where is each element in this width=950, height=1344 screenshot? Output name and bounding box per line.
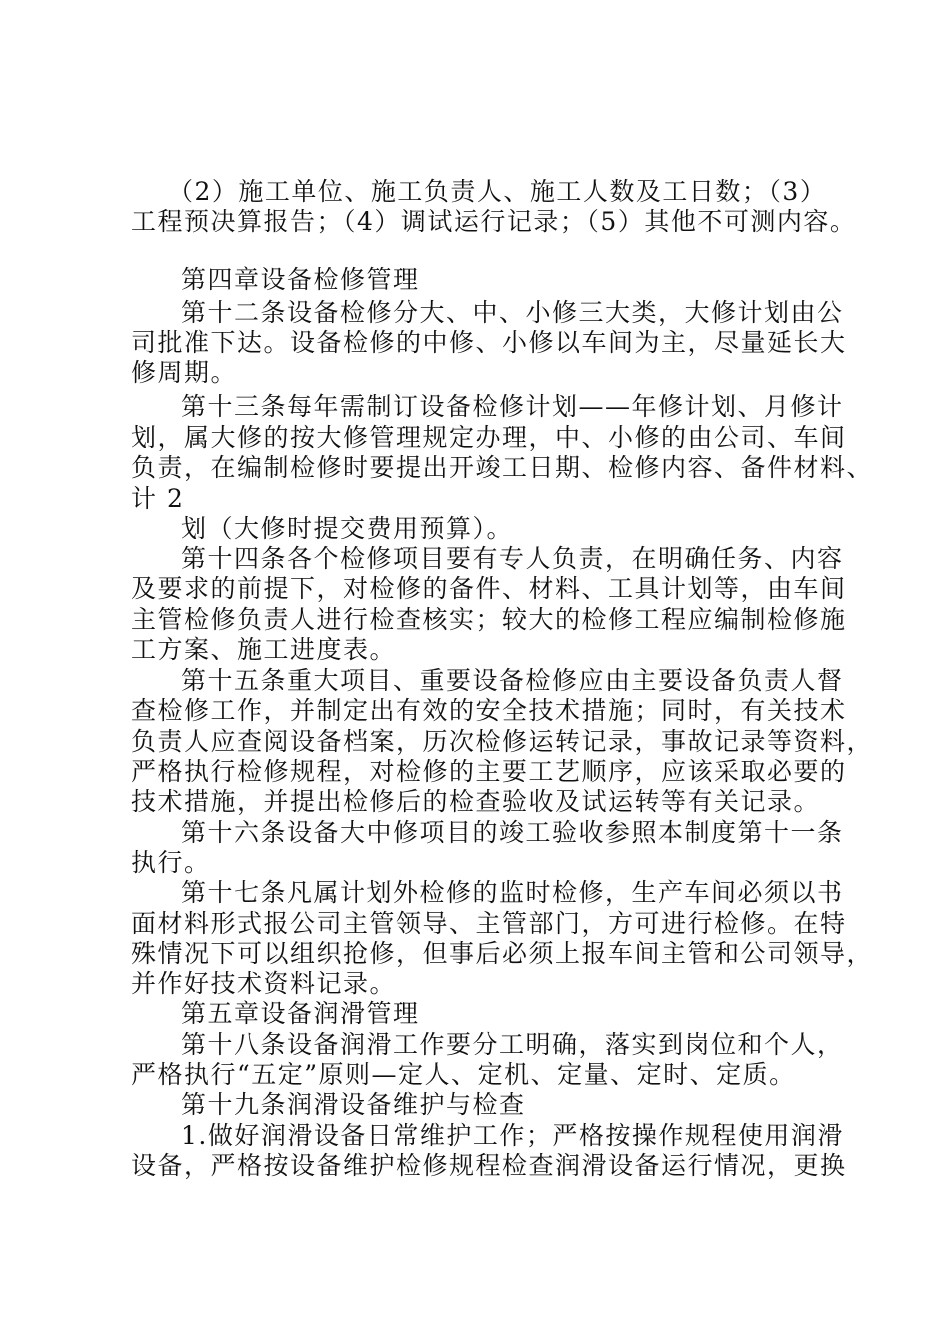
- paragraph-line: 划，属大修的按大修管理规定办理，中、小修的由公司、车间: [131, 423, 847, 452]
- paragraph-line: 查检修工作，并制定出有效的安全技术措施；同时，有关技术: [131, 696, 847, 725]
- paragraph-line: 计 2: [131, 484, 185, 513]
- paragraph-line: 严格执行检修规程，对检修的主要工艺顺序，应该采取必要的: [131, 757, 847, 786]
- paragraph-line: 划（大修时提交费用预算）。: [181, 514, 514, 543]
- chapter-heading: 第四章设备检修管理: [181, 265, 420, 294]
- paragraph-line: 第十八条设备润滑工作要分工明确，落实到岗位和个人，: [181, 1030, 844, 1059]
- paragraph-line: 第十七条凡属计划外检修的监时检修，生产车间必须以书: [181, 878, 844, 907]
- paragraph-line: 第十九条润滑设备维护与检查: [181, 1090, 526, 1119]
- paragraph-line: 负责，在编制检修时要提出开竣工日期、检修内容、备件材料、: [131, 453, 874, 482]
- paragraph-line: 司批准下达。设备检修的中修、小修以车间为主，尽量延长大: [131, 328, 847, 357]
- paragraph-line: 技术措施，并提出检修后的检查验收及试运转等有关记录。: [131, 787, 821, 816]
- paragraph-line: 执行。: [131, 848, 211, 877]
- paragraph-line: 工方案、施工进度表。: [131, 635, 397, 664]
- paragraph-line: 工程预决算报告；（4）调试运行记录；（5）其他不可测内容。: [131, 207, 857, 236]
- paragraph-line: 第十四条各个检修项目要有专人负责，在明确任务、内容: [181, 544, 844, 573]
- paragraph-line: 及要求的前提下，对检修的备件、材料、工具计划等，由车间: [131, 574, 847, 603]
- paragraph-line: 1.做好润滑设备日常维护工作；严格按操作规程使用润滑: [181, 1121, 844, 1150]
- paragraph-line: 修周期。: [131, 358, 238, 387]
- paragraph-line: 设备，严格按设备维护检修规程检查润滑设备运行情况，更换: [131, 1151, 847, 1180]
- paragraph-line: 严格执行“五定”原则—定人、定机、定量、定时、定质。: [131, 1060, 796, 1089]
- paragraph-line: 第十三条每年需制订设备检修计划——年修计划、月修计: [181, 392, 844, 421]
- paragraph-line: 面材料形式报公司主管领导、主管部门，方可进行检修。在特: [131, 909, 847, 938]
- paragraph-line: 第十五条重大项目、重要设备检修应由主要设备负责人督: [181, 666, 844, 695]
- chapter-heading: 第五章设备润滑管理: [181, 999, 420, 1028]
- paragraph-line: 第十六条设备大中修项目的竣工验收参照本制度第十一条: [181, 818, 844, 847]
- paragraph-line: 并作好技术资料记录。: [131, 969, 397, 998]
- paragraph-line: 第十二条设备检修分大、中、小修三大类，大修计划由公: [181, 298, 844, 327]
- paragraph-line: 负责人应查阅设备档案，历次检修运转记录，事故记录等资料，: [131, 727, 874, 756]
- paragraph-line: （2）施工单位、施工负责人、施工人数及工日数；（3）: [168, 177, 827, 206]
- paragraph-line: 主管检修负责人进行检查核实；较大的检修工程应编制检修施: [131, 605, 847, 634]
- paragraph-line: 殊情况下可以组织抢修，但事后必须上报车间主管和公司领导，: [131, 939, 874, 968]
